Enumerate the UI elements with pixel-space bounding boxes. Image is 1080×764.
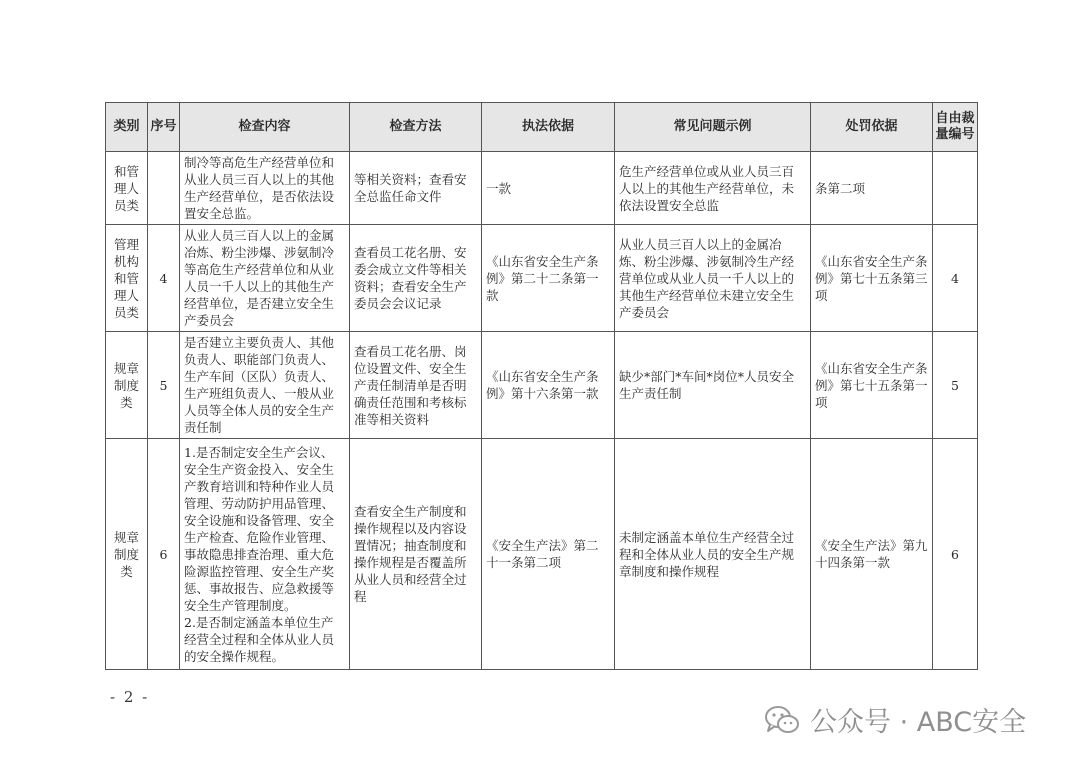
header-examples: 常见问题示例 xyxy=(615,103,811,152)
watermark-text: 公众号 · ABC安全 xyxy=(810,707,1027,738)
header-discretion: 自由裁量编号 xyxy=(933,103,978,152)
penalty-cell: 《山东省安全生产条例》第七十五条第一项 xyxy=(811,332,933,439)
method-cell: 查看员工花名册、岗位设置文件、安全生产责任制清单是否明确责任范围和考核标准等相关资料 xyxy=(350,332,482,439)
basis-cell: 《山东省安全生产条例》第十六条第一款 xyxy=(482,332,615,439)
inspection-table xyxy=(105,102,978,670)
method-cell: 查看员工花名册、安委会成立文件等相关资料；查看安全生产委员会会议记录 xyxy=(350,225,482,332)
basis-cell: 《山东省安全生产条例》第二十二条第一款 xyxy=(482,225,615,332)
method-cell: 查看安全生产制度和操作规程以及内容设置情况；抽查制度和操作规程是否覆盖所从业人员和经营全过程 xyxy=(350,439,482,670)
category-cell: 规章制度类 xyxy=(106,439,148,670)
examples-cell: 未制定涵盖本单位生产经营全过程和全体从业人员的安全生产规章制度和操作规程 xyxy=(615,439,811,670)
table-header-row xyxy=(106,103,978,152)
header-method: 检查方法 xyxy=(350,103,482,152)
penalty-cell: 条第二项 xyxy=(811,152,933,225)
index-cell: 6 xyxy=(148,439,180,670)
content-cell: 1.是否制定安全生产会议、安全生产资金投入、安全生产教育培训和特种作业人员管理、劳动防护用品管理、安全设施和设备管理、安全生产检查、危险作业管理、事故隐患排查治理、重大危险源监控管理、安全生产奖惩、事故报告、应急救援等安全生产管理制度。 2.是否制定涵盖本单位生产经营全过程和全体从业人员的安全操作规程。 xyxy=(180,439,350,670)
discretion-cell xyxy=(933,152,978,225)
basis-cell: 《安全生产法》第二十一条第二项 xyxy=(482,439,615,670)
content-cell: 是否建立主要负责人、其他负责人、职能部门负责人、生产车间（区队）负责人、生产班组负责人、一般从业人员等全体人员的安全生产责任制 xyxy=(180,332,350,439)
header-penalty: 处罚依据 xyxy=(811,103,933,152)
penalty-cell: 《山东省安全生产条例》第七十五条第三项 xyxy=(811,225,933,332)
header-category: 类别 xyxy=(106,103,148,152)
examples-cell: 缺少*部门*车间*岗位*人员安全生产责任制 xyxy=(615,332,811,439)
index-cell: 4 xyxy=(148,225,180,332)
header-index: 序号 xyxy=(148,103,180,152)
header-content: 检查内容 xyxy=(180,103,350,152)
watermark xyxy=(764,700,1026,739)
content-cell: 从业人员三百人以上的金属冶炼、粉尘涉爆、涉氨制冷等高危生产经营单位和从业人员一千人以上的其他生产经营单位，是否建立安全生产委员会 xyxy=(180,225,350,332)
discretion-cell: 4 xyxy=(933,225,978,332)
page-number: - 2 - xyxy=(110,688,150,706)
category-cell: 和管理人员类 xyxy=(106,152,148,225)
discretion-cell: 5 xyxy=(933,332,978,439)
table-row xyxy=(106,152,978,225)
table-row xyxy=(106,439,978,670)
index-cell: 5 xyxy=(148,332,180,439)
index-cell xyxy=(148,152,180,225)
examples-cell: 从业人员三百人以上的金属冶炼、粉尘涉爆、涉氨制冷生产经营单位或从业人员一千人以上的其他生产经营单位未建立安全生产委员会 xyxy=(615,225,811,332)
content-cell: 制冷等高危生产经营单位和从业人员三百人以上的其他生产经营单位，是否依法设置安全总监。 xyxy=(180,152,350,225)
basis-cell: 一款 xyxy=(482,152,615,225)
table-row xyxy=(106,225,978,332)
penalty-cell: 《安全生产法》第九十四条第一款 xyxy=(811,439,933,670)
category-cell: 管理机构和管理人员类 xyxy=(106,225,148,332)
examples-cell: 危生产经营单位或从业人员三百人以上的其他生产经营单位，未依法设置安全总监 xyxy=(615,152,811,225)
table-row xyxy=(106,332,978,439)
method-cell: 等相关资料；查看安全总监任命文件 xyxy=(350,152,482,225)
header-basis: 执法依据 xyxy=(482,103,615,152)
wechat-icon xyxy=(764,705,800,735)
category-cell: 规章制度类 xyxy=(106,332,148,439)
discretion-cell: 6 xyxy=(933,439,978,670)
